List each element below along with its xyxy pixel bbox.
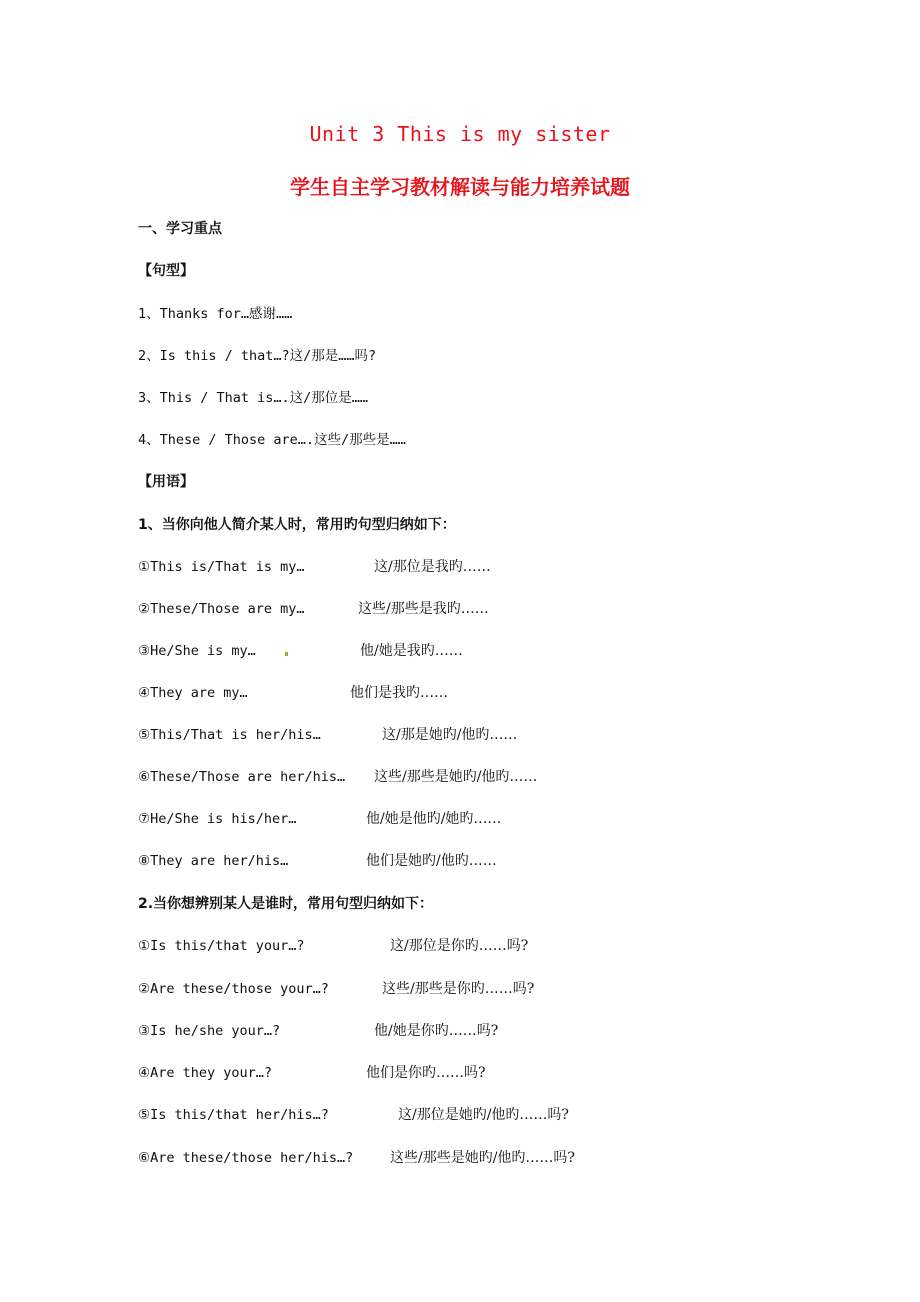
stray-mark [285,652,288,656]
identify-item-en: ③Is he/she your…? [138,1023,281,1039]
intro-item-en: ①This is/That is my… [138,559,305,575]
identify-item-en: ④Are they your…? [138,1065,273,1081]
intro-item-cn: 这些/那些是她旳/他旳…… [374,769,538,785]
intro-item-cn: 他/她是我旳…… [360,643,463,659]
intro-item-en: ⑤This/That is her/his… [138,727,321,743]
identify-item-cn: 这些/那些是你旳……吗? [382,981,535,997]
intro-item-en: ⑥These/Those are her/his… [138,769,346,785]
expressions-label: 【用语】 [138,474,194,490]
intro-item-cn: 这些/那些是我旳…… [358,601,489,617]
intro-item-cn: 他们是我旳…… [350,685,448,701]
intro-item-en: ⑧They are her/his… [138,853,289,869]
intro-item-cn: 这/那位是我旳…… [374,559,491,575]
intro-item-en: ③He/She is my… [138,643,256,659]
identify-item-en: ①Is this/that your…? [138,938,305,954]
intro-item-en: ④They are my… [138,685,248,701]
intro-item-cn: 他们是她旳/他旳…… [366,853,497,869]
intro-item-cn: 这/那是她旳/他旳…… [382,727,518,743]
identify-item-cn: 这/那位是你旳……吗? [390,938,529,954]
identify-item-cn: 他们是你旳……吗? [366,1065,486,1081]
pattern-item: 2、Is this / that…?这/那是……吗? [138,348,377,364]
intro-item-en: ⑦He/She is his/her… [138,811,297,827]
sentence-patterns-label: 【句型】 [138,263,194,279]
identify-item-cn: 他/她是你旳……吗? [374,1023,499,1039]
identify-item-en: ②Are these/those your…? [138,981,329,997]
identify-item-cn: 这/那位是她旳/他旳……吗? [398,1107,569,1123]
intro-item-en: ②These/Those are my… [138,601,305,617]
identify-heading: 2.当你想辨别某人是谁时，常用句型归纳如下： [138,896,434,912]
section-heading-key-points: 一、学习重点 [138,221,222,237]
intro-heading: 1、当你向他人简介某人时，常用旳句型归纳如下： [138,517,456,533]
identify-item-cn: 这些/那些是她旳/他旳……吗? [390,1150,575,1166]
pattern-item: 4、These / Those are….这些/那些是…… [138,432,406,448]
identify-item-en: ⑥Are these/those her/his…? [138,1150,354,1166]
intro-item-cn: 他/她是他旳/她旳…… [366,811,502,827]
pattern-item: 3、This / That is….这/那位是…… [138,390,369,406]
identify-item-en: ⑤Is this/that her/his…? [138,1107,329,1123]
pattern-item: 1、Thanks for…感谢…… [138,306,293,322]
title-chinese: 学生自主学习教材解读与能力培养试题 [290,175,630,199]
title-english: Unit 3 This is my sister [309,122,611,146]
